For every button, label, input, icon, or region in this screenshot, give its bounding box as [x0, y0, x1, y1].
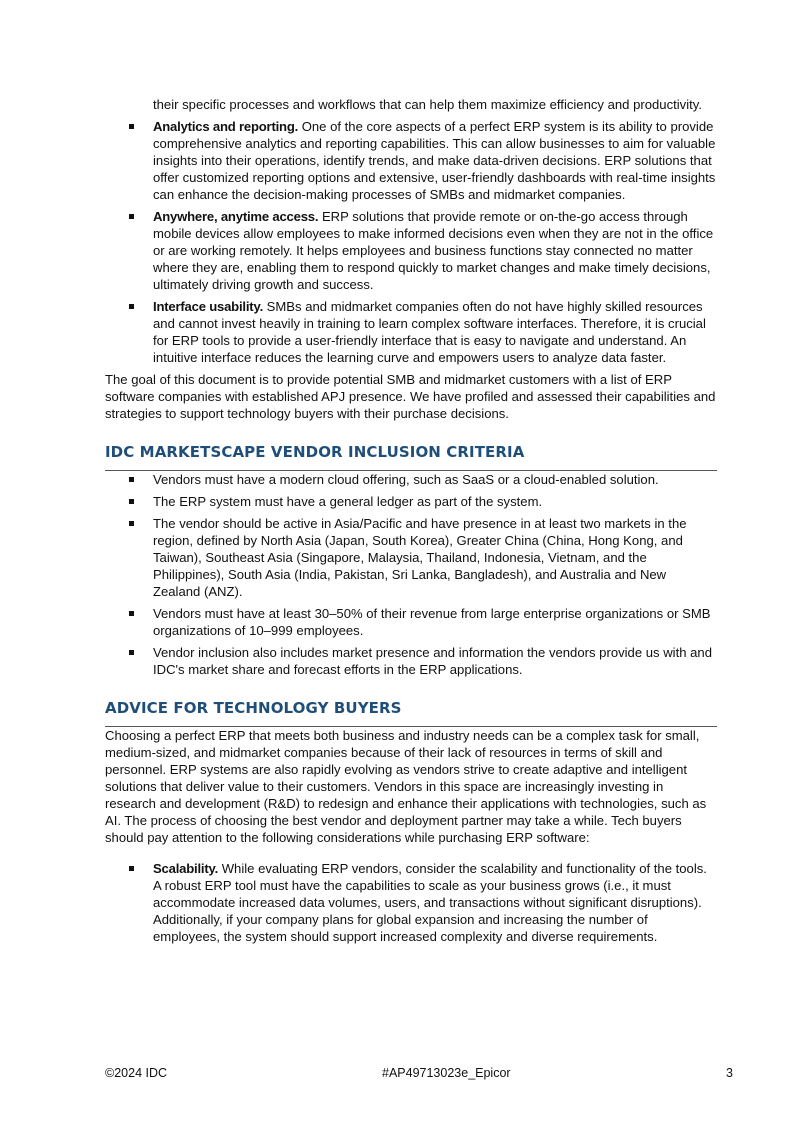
- footer-page-number: 3: [726, 1066, 733, 1080]
- bullet-text: Vendors must have at least 30–50% of their revenue from large enterprise organizations or SMB organizations of 10–999 employees.: [153, 606, 711, 638]
- bullet-anywhere-access: [105, 208, 717, 293]
- bullet-marker: [129, 214, 134, 219]
- bullet-text: ERP solutions that provide remote or on-the-go access through mobile devices allow employees to make informed decisions even when they are not in the office or are working remotely. It helps employees and business functions stay connected no matter where they are, enabling them to respond quickly to market changes and make timely decisions, ultimately driving growth and success.: [153, 209, 714, 292]
- bullet-marker: [129, 499, 134, 504]
- bullet-marker: [129, 304, 134, 309]
- goal-paragraph: The goal of this document is to provide potential SMB and midmarket customers with a list of ERP software companies with established APJ presence. We have profiled and assessed their capabilities and strategies to support technology buyers with their purchase decisions.: [105, 372, 716, 421]
- bullet-marker: [129, 521, 134, 526]
- bullet-marker: [129, 650, 134, 655]
- advice-paragraph: Choosing a perfect ERP that meets both business and industry needs can be a complex task for small, medium-sized, and midmarket companies because of their lack of resources in terms of skill and personnel. ERP systems are also rapidly evolving as vendors strive to create adaptive and intelligent solutions that deliver value to their customers. Vendors in this space are increasingly investing in research and development (R&D) to redesign and enhance their applications with technologies, such as AI. The process of choosing the best vendor and deployment partner may take a while. Tech buyers should pay attention to the following considerations while purchasing ERP software:: [105, 728, 707, 845]
- list-item: [105, 605, 717, 639]
- bullet-text: While evaluating ERP vendors, consider the scalability and functionality of the tools. A robust ERP tool must have the capabilities to scale as your business grows (i.e., it must accommodate increased data volumes, users, and transactions without significant disruptions). Additionally, if your company plans for global expansion and increasing the number of employees, the system should support increased complexity and diverse requirements.: [153, 861, 707, 944]
- section-heading-inclusion-criteria: IDC MARKETSCAPE VENDOR INCLUSION CRITERIA: [105, 444, 717, 471]
- bullet-analytics-reporting: [105, 118, 717, 203]
- bullet-interface-usability: [105, 298, 717, 366]
- bullet-scalability: [105, 860, 717, 945]
- bullet-text: The ERP system must have a general ledger as part of the system.: [153, 494, 543, 509]
- list-item: [105, 515, 717, 600]
- bullet-text: Vendor inclusion also includes market presence and information the vendors provide us with and IDC's market share and forecast efforts in the ERP applications.: [153, 645, 712, 677]
- bullet-text: One of the core aspects of a perfect ERP system is its ability to provide comprehensive analytics and reporting capabilities. This can allow businesses to aim for valuable insights into their operations, identify trends, and make data-driven decisions. ERP solutions that offer customized reporting options and extensive, user-friendly dashboards with real-time insights can enhance the decision-making processes of SMBs and midmarket companies.: [153, 119, 716, 202]
- bullet-lead: Scalability.: [153, 861, 219, 876]
- bullet-text: Vendors must have a modern cloud offering, such as SaaS or a cloud-enabled solution.: [153, 472, 659, 487]
- page-content: [105, 96, 717, 950]
- bullet-text: The vendor should be active in Asia/Pacific and have presence in at least two markets in the region, defined by North Asia (Japan, South Korea), Greater China (China, Hong Kong, and Taiwan), Southeast Asia (Singapore, Malaysia, Thailand, Indonesia, Vietnam, and the Philippines), South Asia (India, Pakistan, Sri Lanka, Bangladesh), and Australia and New Zealand (ANZ).: [153, 516, 687, 599]
- bullet-lead: Analytics and reporting.: [153, 119, 299, 134]
- footer-copyright: ©2024 IDC: [105, 1066, 168, 1080]
- bullet-text: SMBs and midmarket companies often do not have highly skilled resources and cannot invest heavily in training to learn complex software interfaces. Therefore, it is crucial for ERP tools to provide a user-friendly interface that is easy to navigate and understand. An intuitive interface reduces the learning curve and empowers users to analyze data faster.: [153, 299, 706, 365]
- advice-bullet-list: [105, 860, 717, 945]
- list-item: [105, 644, 717, 678]
- bullet-lead: Interface usability.: [153, 299, 264, 314]
- bullet-marker: [129, 611, 134, 616]
- intro-bullet-list: [105, 118, 717, 366]
- bullet-marker: [129, 477, 134, 482]
- bullet-marker: [129, 866, 134, 871]
- footer-document-id: #AP49713023e_Epicor: [382, 1066, 511, 1080]
- bullet-marker: [129, 124, 134, 129]
- list-item: [105, 471, 717, 488]
- section-heading-advice: ADVICE FOR TECHNOLOGY BUYERS: [105, 700, 717, 727]
- intro-continuation: their specific processes and workflows that can help them maximize efficiency and productivity.: [153, 97, 702, 112]
- inclusion-criteria-list: [105, 471, 717, 678]
- list-item: [105, 493, 717, 510]
- bullet-lead: Anywhere, anytime access.: [153, 209, 319, 224]
